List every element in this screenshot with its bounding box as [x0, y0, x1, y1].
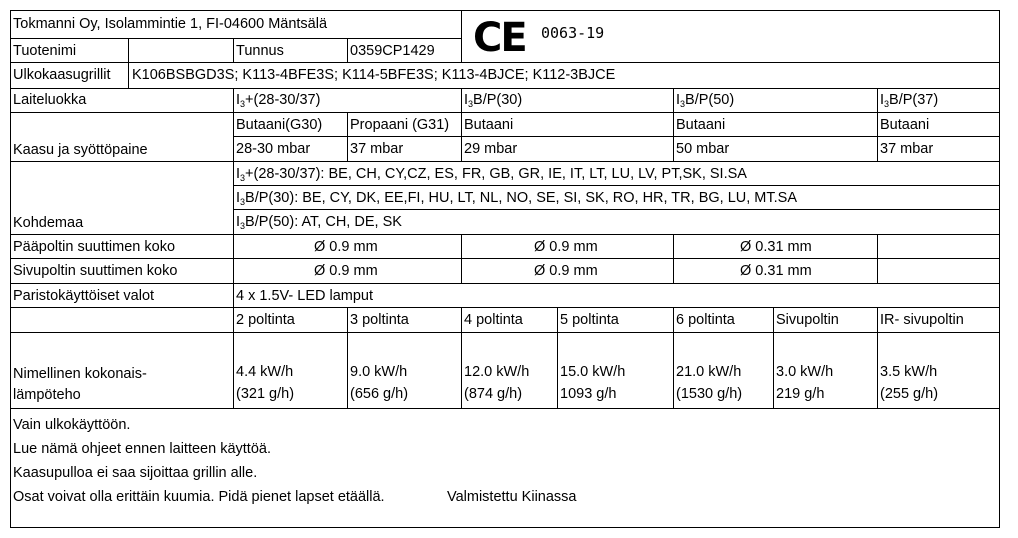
burner-header: 6 poltinta: [676, 312, 735, 328]
h-line: [10, 38, 462, 39]
countries-label: Kohdemaa: [13, 215, 84, 231]
v-line: [461, 234, 462, 283]
v-line: [233, 88, 234, 408]
burner-header: IR- sivupoltin: [880, 312, 964, 328]
gas-type: Propaani (G31): [350, 117, 450, 133]
heat-power: 15.0 kW/h: [560, 364, 626, 380]
v-line: [557, 307, 558, 408]
v-line: [347, 307, 348, 408]
burner-header: 2 poltinta: [236, 312, 295, 328]
notified-body-code: 0063-19: [541, 24, 605, 42]
gas-pressure: 50 mbar: [676, 141, 730, 157]
class-label: Laiteluokka: [13, 92, 87, 108]
heat-power: 3.5 kW/h: [880, 364, 938, 380]
manufacturer-address: Tokmanni Oy, Isolammintie 1, FI-04600 Mäntsälä: [13, 16, 328, 32]
countries-line: $I_3+(28-30/37)$: BE, CH, CY,CZ, ES, FR, GB, GR, IE, IT, LT, LU, LV, PT,SK, SI.SA: [236, 166, 747, 183]
heat-power: 12.0 kW/h: [464, 364, 530, 380]
gas-type: Butaani: [880, 117, 930, 133]
v-line: [233, 38, 234, 63]
heat-power: 4.4 kW/h: [236, 364, 294, 380]
gas-consumption: (255 g/h): [880, 386, 939, 402]
product-name-label: Tuotenimi: [13, 43, 77, 59]
h-line: [10, 283, 1000, 284]
h-line: [10, 408, 1000, 409]
gas-consumption: 1093 g/h: [560, 386, 617, 402]
safety-note: Lue nämä ohjeet ennen laitteen käyttöä.: [13, 441, 271, 457]
h-line: [233, 136, 1000, 137]
h-line: [10, 234, 1000, 235]
id-label: Tunnus: [236, 43, 284, 59]
safety-note: Osat voivat olla erittäin kuumia. Pidä pienet lapset etäällä.: [13, 489, 385, 505]
category-cell: $I_3B/P(50)$: [676, 92, 735, 109]
burner-header: 4 poltinta: [464, 312, 523, 328]
ce-mark: CE: [473, 15, 526, 61]
v-line: [877, 234, 878, 283]
v-line: [773, 307, 774, 408]
safety-note: Kaasupulloa ei saa sijoittaa grillin alle.: [13, 465, 258, 481]
gas-consumption: (321 g/h): [236, 386, 295, 402]
v-line: [673, 234, 674, 283]
heat-label: lämpöteho: [13, 387, 81, 403]
id-value: 0359CP1429: [350, 43, 435, 59]
v-line: [128, 38, 129, 88]
lights-value: 4 x 1.5V- LED lamput: [236, 288, 374, 304]
safety-note: Vain ulkokäyttöön.: [13, 417, 131, 433]
heat-label: Nimellinen kokonais-: [13, 366, 147, 382]
h-line: [10, 62, 1000, 63]
gas-pressure: 37 mbar: [350, 141, 404, 157]
heat-power: 21.0 kW/h: [676, 364, 742, 380]
side-nozzle-size: Ø 0.9 mm: [314, 263, 378, 279]
v-line: [461, 307, 462, 408]
burner-header: Sivupoltin: [776, 312, 839, 328]
grill-label: Ulkokaasugrillit: [13, 67, 111, 83]
main-nozzle-size: Ø 0.31 mm: [740, 239, 812, 255]
category-cell: $I_3B/P(37)$: [880, 92, 939, 109]
gas-pressure: 37 mbar: [880, 141, 934, 157]
gas-label: Kaasu ja syöttöpaine: [13, 142, 148, 158]
gas-type: Butaani(G30): [236, 117, 323, 133]
burner-header: 5 poltinta: [560, 312, 619, 328]
h-line: [10, 258, 1000, 259]
h-line: [10, 307, 1000, 308]
v-line: [877, 88, 878, 161]
made-in: Valmistettu Kiinassa: [447, 489, 577, 505]
side-nozzle-label: Sivupoltin suuttimen koko: [13, 263, 178, 279]
v-line: [461, 10, 462, 63]
v-line: [461, 88, 462, 161]
burner-header: 3 poltinta: [350, 312, 409, 328]
heat-power: 9.0 kW/h: [350, 364, 408, 380]
countries-line: $I_3B/P(50)$: AT, CH, DE, SK: [236, 214, 402, 231]
h-line: [10, 88, 1000, 89]
side-nozzle-size: Ø 0.31 mm: [740, 263, 812, 279]
h-line: [10, 332, 1000, 333]
frame-top: [10, 10, 1000, 11]
main-nozzle-label: Pääpoltin suuttimen koko: [13, 239, 176, 255]
gas-type: Butaani: [464, 117, 514, 133]
grill-models: K106BSBGD3S; K113-4BFE3S; K114-5BFE3S; K113-4BJCE; K112-3BJCE: [132, 67, 616, 83]
side-nozzle-size: Ø 0.9 mm: [534, 263, 598, 279]
gas-type: Butaani: [676, 117, 726, 133]
heat-power: 3.0 kW/h: [776, 364, 834, 380]
category-cell: $I_3+(28-30/37)$: [236, 92, 321, 109]
lights-label: Paristokäyttöiset valot: [13, 288, 155, 304]
v-line: [347, 112, 348, 161]
v-line: [877, 307, 878, 408]
gas-pressure: 28-30 mbar: [236, 141, 311, 157]
category-cell: $I_3B/P(30)$: [464, 92, 523, 109]
main-nozzle-size: Ø 0.9 mm: [314, 239, 378, 255]
v-line: [673, 88, 674, 161]
frame-bottom: [10, 527, 1000, 528]
gas-consumption: (874 g/h): [464, 386, 523, 402]
countries-line: $I_3B/P(30)$: BE, CY, DK, EE,FI, HU, LT, NL, NO, SE, SI, SK, RO, HR, TR, BG, LU, MT.SA: [236, 190, 797, 207]
h-line: [10, 161, 1000, 162]
gas-pressure: 29 mbar: [464, 141, 518, 157]
v-line: [673, 307, 674, 408]
gas-consumption: (656 g/h): [350, 386, 409, 402]
v-line: [347, 38, 348, 63]
gas-consumption: 219 g/h: [776, 386, 825, 402]
main-nozzle-size: Ø 0.9 mm: [534, 239, 598, 255]
gas-consumption: (1530 g/h): [676, 386, 743, 402]
